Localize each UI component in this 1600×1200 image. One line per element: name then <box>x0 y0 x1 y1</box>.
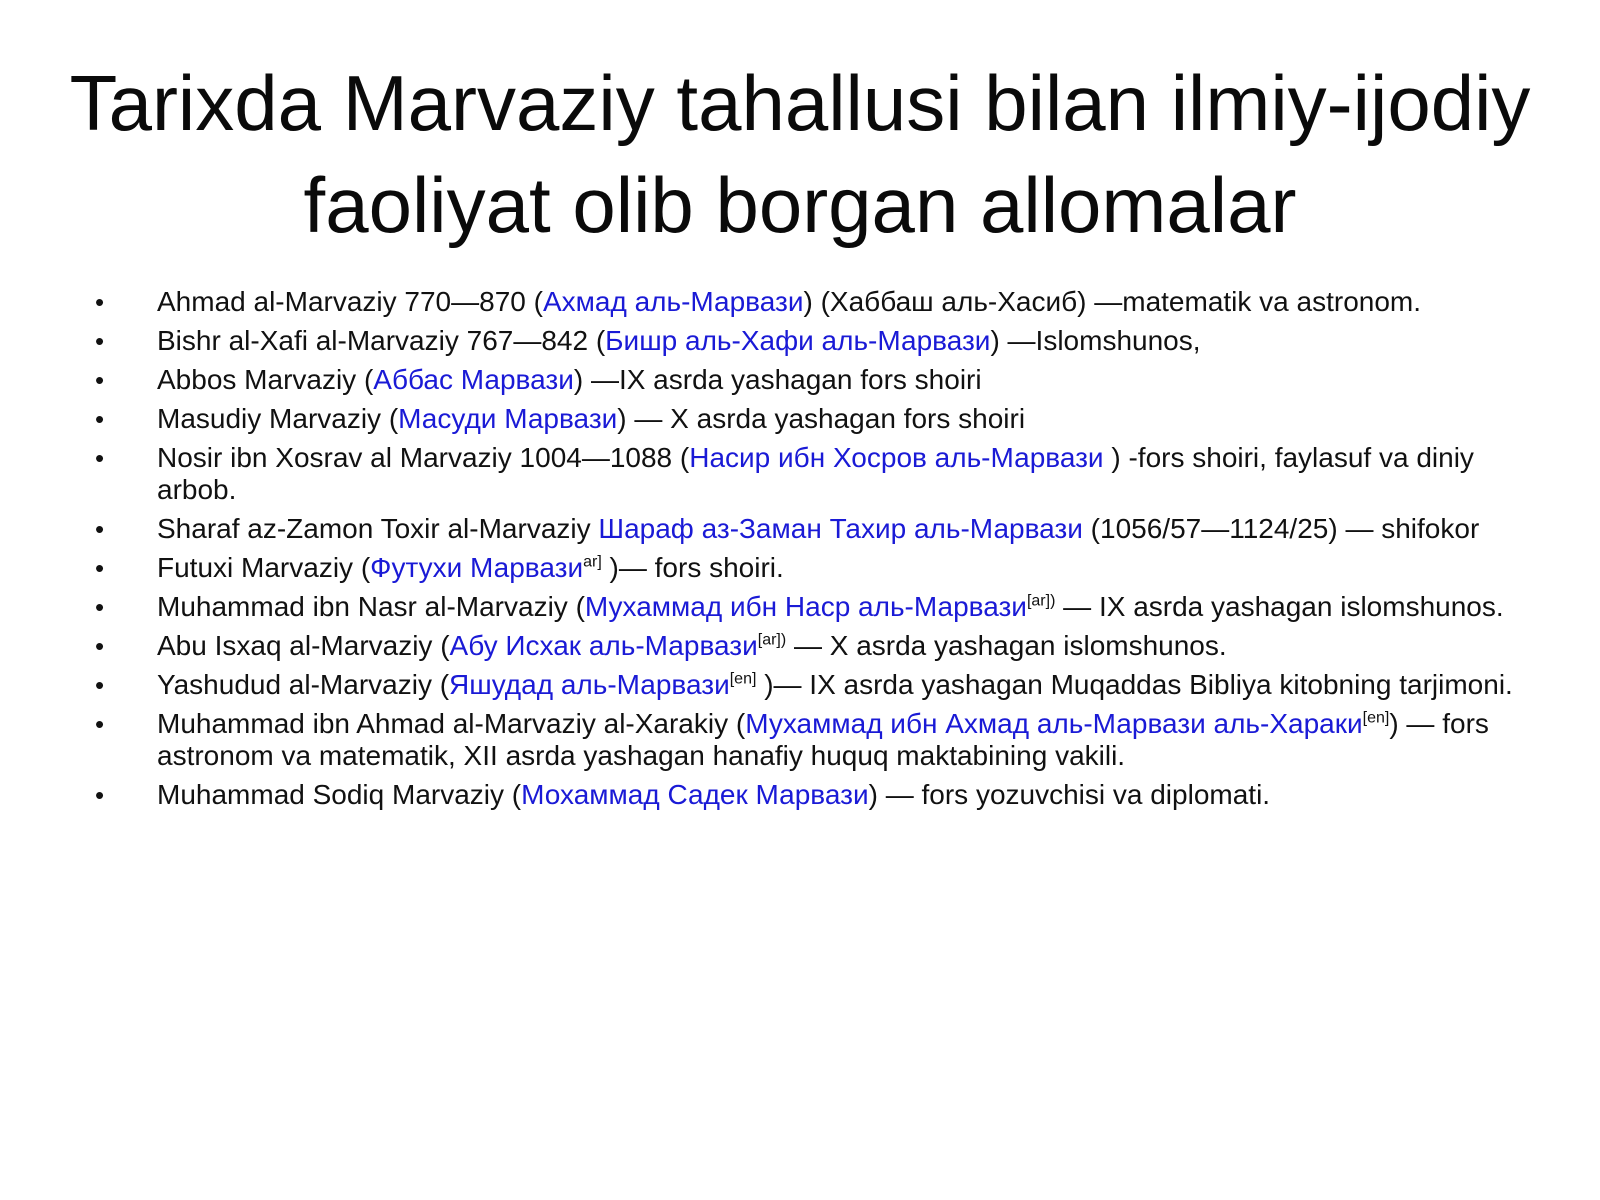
item-superscript: [ar]) <box>757 631 787 649</box>
item-text-before: Muhammad ibn Ahmad al-Marvaziy al-Xarakiy ( <box>157 708 746 739</box>
list-item <box>95 286 1515 318</box>
list-item <box>95 552 1515 584</box>
bullet-icon: • <box>95 780 105 810</box>
list-item <box>95 364 1515 396</box>
item-text-before: Abbos Marvaziy ( <box>157 364 374 395</box>
item-text-after: ) — fors astronom va matematik, XII asrda yashagan hanafiy huquq maktabining vakili. <box>157 708 1489 771</box>
list-item <box>95 325 1515 357</box>
item-link[interactable]: Аббас Марвази <box>373 364 574 395</box>
item-link[interactable]: Мухаммад ибн Ахмад аль-Марвази аль-Хараки <box>745 708 1363 739</box>
item-text-before: Sharaf az-Zamon Toxir al-Marvaziy <box>157 513 599 544</box>
item-link[interactable]: Яшудад аль-Марвази <box>449 669 730 700</box>
item-superscript: [en] <box>729 670 757 688</box>
item-text-after: ) —Islomshunos, <box>990 325 1201 356</box>
item-link[interactable]: Абу Исхак аль-Марвази <box>449 630 758 661</box>
item-link[interactable]: Шараф аз-Заман Тахир аль-Марвази <box>598 513 1083 544</box>
item-link[interactable]: Насир ибн Хосров аль-Марвази <box>689 442 1104 473</box>
item-text-after: )— IX asrda yashagan Muqaddas Bibliya kitobning tarjimoni. <box>756 669 1513 700</box>
bullet-icon: • <box>95 443 105 473</box>
bullet-icon: • <box>95 592 105 622</box>
list-item <box>95 630 1515 662</box>
bullet-icon: • <box>95 514 105 544</box>
item-text-before: Ahmad al-Marvaziy 770—870 ( <box>157 286 543 317</box>
item-link[interactable]: Масуди Марвази <box>398 403 618 434</box>
slide-title: Tarixda Marvaziy tahallusi bilan ilmiy-ijodiy faoliyat olib borgan allomalar <box>69 59 1531 249</box>
item-text-before: Bishr al-Xafi al-Marvaziy 767—842 ( <box>157 325 606 356</box>
item-link[interactable]: Мухаммад ибн Наср аль-Марвази <box>584 591 1027 622</box>
item-superscript: ar] <box>583 553 602 571</box>
item-text-before: Muhammad Sodiq Marvaziy ( <box>157 779 522 810</box>
bullet-icon: • <box>95 404 105 434</box>
item-text-before: Yashudud al-Marvaziy ( <box>157 669 450 700</box>
item-link[interactable]: Бишр аль-Хафи аль-Марвази <box>605 325 991 356</box>
bullet-icon: • <box>95 326 105 356</box>
item-text-after: ) —IX asrda yashagan fors shoiri <box>573 364 982 395</box>
bullet-icon: • <box>95 670 105 700</box>
item-text-after: )— fors shoiri. <box>601 552 784 583</box>
item-text-after: — IX asrda yashagan islomshunos. <box>1055 591 1504 622</box>
list-item <box>95 591 1515 623</box>
item-superscript: [ar]) <box>1026 592 1056 610</box>
bullet-icon: • <box>95 709 105 739</box>
list-item <box>95 442 1515 506</box>
item-text-after: (1056/57—1124/25) — shifokor <box>1082 513 1480 544</box>
list-item <box>95 403 1515 435</box>
bullet-icon: • <box>95 287 105 317</box>
bullet-icon: • <box>95 553 105 583</box>
item-text-after: ) (Хаббаш аль-Хасиб) —matematik va astronom. <box>803 286 1422 317</box>
item-text-after: ) — fors yozuvchisi va diplomati. <box>868 779 1271 810</box>
item-text-before: Masudiy Marvaziy ( <box>157 403 399 434</box>
bullet-icon: • <box>95 365 105 395</box>
list-item <box>95 669 1515 701</box>
item-link[interactable]: Ахмад аль-Марвази <box>542 286 804 317</box>
list-item <box>95 708 1515 772</box>
item-text-before: Nosir ibn Xosrav al Marvaziy 1004—1088 ( <box>157 442 690 473</box>
bullet-list <box>95 286 1515 818</box>
item-link[interactable]: Мохаммад Садек Марвази <box>521 779 869 810</box>
item-link[interactable]: Футухи Марвази <box>370 552 584 583</box>
item-text-before: Muhammad ibn Nasr al-Marvaziy ( <box>157 591 585 622</box>
list-item <box>95 779 1515 811</box>
item-text-before: Futuxi Marvaziy ( <box>157 552 371 583</box>
bullet-icon: • <box>95 631 105 661</box>
item-text-after: ) — X asrda yashagan fors shoiri <box>617 403 1026 434</box>
item-text-after: ) -fors shoiri, faylasuf va diniy arbob. <box>157 442 1474 505</box>
item-superscript: [en] <box>1362 709 1390 727</box>
item-text-before: Abu Isxaq al-Marvaziy ( <box>157 630 450 661</box>
list-item <box>95 513 1515 545</box>
item-text-after: — X asrda yashagan islomshunos. <box>786 630 1227 661</box>
